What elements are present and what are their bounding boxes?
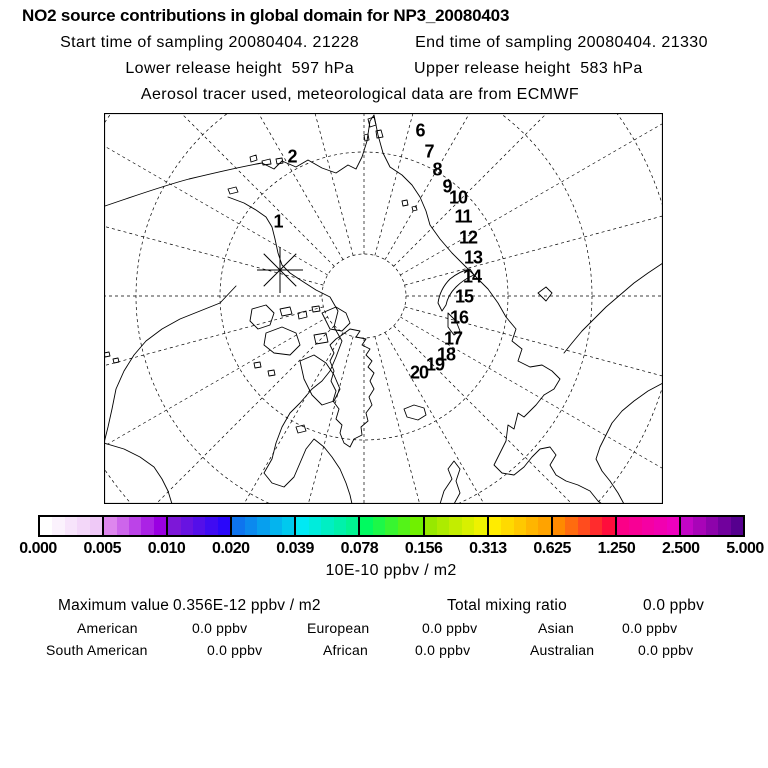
colorbar-cell — [193, 517, 205, 535]
colorbar-tick: 0.078 — [340, 540, 379, 557]
colorbar-tick: 0.039 — [276, 540, 314, 557]
graticule-grid — [104, 113, 663, 504]
maximum-value: 0.356E-12 ppbv / m2 — [173, 597, 321, 614]
colorbar-cell — [474, 517, 486, 535]
colorbar-cell — [706, 517, 718, 535]
colorbar-cell — [282, 517, 294, 535]
colorbar-cell — [90, 517, 102, 535]
colorbar-cell — [578, 517, 590, 535]
trajectory-point-label: 20 — [409, 362, 429, 383]
colorbar-cell — [205, 517, 217, 535]
colorbar-tick: 0.020 — [212, 540, 250, 557]
colorbar-cell — [270, 517, 282, 535]
trajectory-point-label: 18 — [436, 344, 456, 365]
trajectory-point-label: 10 — [448, 187, 468, 208]
colorbar-segment — [230, 517, 294, 535]
trajectory-point-label: 19 — [425, 354, 445, 375]
colorbar-cell — [501, 517, 513, 535]
colorbar-cell — [52, 517, 64, 535]
colorbar-cell — [449, 517, 461, 535]
trajectory-point-label: 6 — [415, 120, 425, 141]
colorbar-cell — [154, 517, 166, 535]
colorbar-cell — [489, 517, 501, 535]
station-marker-asterisk — [257, 247, 303, 293]
trajectory-point-label: 17 — [443, 328, 463, 349]
region-value: 0.0 ppbv — [422, 620, 478, 636]
colorbar-cell — [257, 517, 269, 535]
region-value: 0.0 ppbv — [638, 642, 694, 658]
colorbar-cell — [693, 517, 705, 535]
polar-map-svg — [104, 113, 663, 504]
trajectory-point-label: 14 — [462, 266, 482, 287]
colorbar-cell — [385, 517, 397, 535]
total-mixing-label: Total mixing ratio — [447, 597, 567, 614]
region-label: European — [307, 620, 370, 636]
colorbar-cell — [681, 517, 693, 535]
trajectory-point-label: 12 — [458, 227, 478, 248]
colorbar-cell — [718, 517, 730, 535]
colorbar-cell — [321, 517, 333, 535]
sampling-times-line — [0, 34, 768, 52]
colorbar-cell — [181, 517, 193, 535]
colorbar-cell — [168, 517, 180, 535]
trajectory-point-label: 9 — [442, 176, 452, 197]
colorbar-cell — [296, 517, 308, 535]
colorbar-cell — [141, 517, 153, 535]
trajectory-point-label: 8 — [432, 159, 442, 180]
maximum-value-label: Maximum value — [58, 597, 170, 614]
tracer-note-text: Aerosol tracer used, meteorological data are from ECMWF — [140, 86, 580, 103]
colorbar-tick: 1.250 — [597, 540, 636, 557]
trajectory-point-label: 11 — [454, 206, 472, 227]
trajectory-point-label: 7 — [424, 141, 434, 162]
colorbar-segment — [294, 517, 358, 535]
colorbar — [38, 515, 745, 537]
region-label: Australian — [530, 642, 595, 658]
colorbar-segment — [358, 517, 422, 535]
colorbar-cell — [602, 517, 614, 535]
region-label: African — [323, 642, 368, 658]
colorbar-segment — [551, 517, 615, 535]
upper-release-text: Upper release height 583 hPa — [414, 60, 643, 77]
colorbar-cell — [437, 517, 449, 535]
total-mixing-value: 0.0 ppbv — [643, 597, 705, 614]
colorbar-cell — [373, 517, 385, 535]
colorbar-cell — [526, 517, 538, 535]
colorbar-cell — [731, 517, 743, 535]
colorbar-cell — [346, 517, 358, 535]
region-value: 0.0 ppbv — [207, 642, 263, 658]
colorbar-tick: 0.625 — [533, 540, 571, 557]
colorbar-cell — [514, 517, 526, 535]
colorbar-tick: 2.500 — [661, 540, 700, 557]
lower-release-text: Lower release height 597 hPa — [125, 60, 354, 77]
sampling-start-text: Start time of sampling 20080404. 21228 — [60, 34, 360, 51]
colorbar-unit-label: 10E-10 ppbv / m2 — [325, 562, 457, 579]
region-value: 0.0 ppbv — [415, 642, 471, 658]
colorbar-segment — [487, 517, 551, 535]
colorbar-tick: 0.005 — [83, 540, 122, 557]
colorbar-tick: 0.313 — [469, 540, 507, 557]
colorbar-cell — [553, 517, 565, 535]
colorbar-tick: 0.000 — [19, 540, 57, 557]
colorbar-tick-labels — [19, 540, 764, 558]
colorbar-cell — [565, 517, 577, 535]
stats-regions-row-2 — [0, 642, 768, 659]
colorbar-cell — [590, 517, 602, 535]
colorbar-cell — [77, 517, 89, 535]
colorbar-cell — [232, 517, 244, 535]
colorbar-cell — [117, 517, 129, 535]
colorbar-cell — [360, 517, 372, 535]
colorbar-tick: 0.156 — [404, 540, 443, 557]
colorbar-cell — [654, 517, 666, 535]
colorbar-cell — [642, 517, 654, 535]
colorbar-segment — [102, 517, 166, 535]
colorbar-tick: 0.010 — [147, 540, 186, 557]
colorbar-tick: 5.000 — [726, 540, 764, 557]
region-label: Asian — [538, 620, 575, 636]
region-label: South American — [46, 642, 148, 658]
colorbar-cell — [398, 517, 410, 535]
colorbar-cell — [410, 517, 422, 535]
region-value: 0.0 ppbv — [622, 620, 678, 636]
tracer-note-line — [0, 86, 744, 104]
colorbar-cell — [538, 517, 550, 535]
release-heights-line — [0, 60, 768, 78]
sampling-end-text: End time of sampling 20080404. 21330 — [415, 34, 708, 51]
colorbar-cell — [40, 517, 52, 535]
coastlines — [104, 115, 663, 504]
colorbar-segment — [615, 517, 679, 535]
page-title: NO2 source contributions in global domain for NP3_20080403 — [22, 6, 510, 25]
region-value: 0.0 ppbv — [192, 620, 248, 636]
region-label: American — [77, 620, 138, 636]
colorbar-segment — [40, 517, 102, 535]
colorbar-segment — [679, 517, 743, 535]
trajectory-point-label: 16 — [449, 307, 469, 328]
stats-summary-row — [0, 597, 768, 615]
colorbar-cell — [334, 517, 346, 535]
colorbar-cell — [617, 517, 629, 535]
colorbar-cell — [629, 517, 641, 535]
trajectory-point-label: 2 — [287, 146, 297, 167]
trajectory-point-label: 15 — [454, 286, 474, 307]
colorbar-cell — [129, 517, 141, 535]
colorbar-segment — [166, 517, 230, 535]
polar-map — [104, 113, 663, 504]
colorbar-cell — [245, 517, 257, 535]
colorbar-cell — [218, 517, 230, 535]
trajectory-point-label: 13 — [463, 247, 483, 268]
colorbar-cell — [309, 517, 321, 535]
trajectory-point-label: 1 — [273, 211, 283, 232]
colorbar-cell — [104, 517, 116, 535]
colorbar-cell — [667, 517, 679, 535]
colorbar-cell — [425, 517, 437, 535]
colorbar-cell — [462, 517, 474, 535]
stats-regions-row-1 — [0, 620, 768, 637]
colorbar-segment — [423, 517, 487, 535]
colorbar-cell — [65, 517, 77, 535]
